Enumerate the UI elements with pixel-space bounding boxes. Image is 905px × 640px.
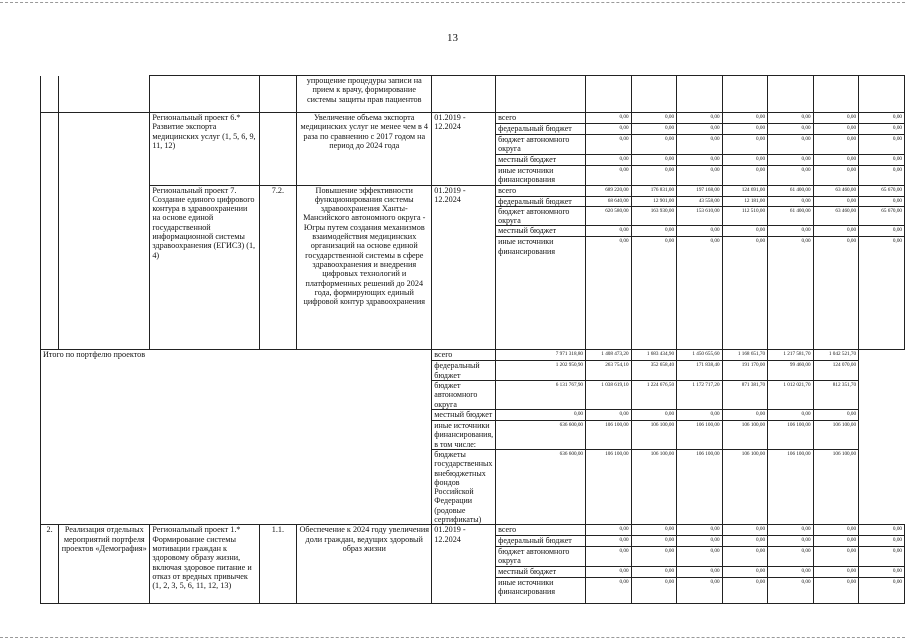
- amount-cell: 812 351,70: [813, 381, 859, 410]
- amount-cell: 0,00: [631, 165, 677, 185]
- amount-cell: 0,00: [859, 525, 905, 536]
- amount-cell: 12 901,00: [631, 196, 677, 206]
- amount-cell: 0,00: [859, 113, 905, 124]
- source-cell: всего: [496, 113, 586, 124]
- source-cell: местный бюджет: [496, 566, 586, 577]
- amount-cell: 0,00: [677, 165, 723, 185]
- amount-cell: 0,00: [813, 237, 859, 350]
- amount-cell: [677, 76, 723, 113]
- amount-cell: 0,00: [813, 154, 859, 165]
- scan-edge-bottom: [0, 637, 905, 638]
- table-row: [41, 525, 905, 536]
- source-cell: иные источники финансирования, в том числе:: [432, 420, 496, 449]
- source-cell: иные источники финансирования: [496, 165, 586, 185]
- number-cell: [41, 76, 59, 113]
- amount-cell: 1 012 021,70: [768, 381, 814, 410]
- amount-cell: 0,00: [859, 237, 905, 350]
- amount-cell: 352 658,40: [631, 361, 677, 381]
- event-cell: упрощение процедуры записи на прием к врачу, формирование системы защиты прав пациентов: [297, 76, 432, 113]
- amount-cell: 0,00: [722, 135, 768, 155]
- amount-cell: 43 558,00: [677, 196, 723, 206]
- source-cell: всего: [496, 185, 586, 196]
- source-cell: местный бюджет: [496, 226, 586, 237]
- amount-cell: 1 042 521,70: [813, 350, 859, 361]
- amount-cell: 0,00: [859, 546, 905, 566]
- amount-cell: 163 930,00: [631, 206, 677, 226]
- event-cell: Увеличение объема экспорта медицинских услуг не менее чем в 4 раза по сравнению с 2017 годом на период до 2024 года: [297, 113, 432, 186]
- amount-cell: 0,00: [768, 566, 814, 577]
- amount-cell: 0,00: [586, 165, 632, 185]
- period-cell: 01.2019 - 12.2024: [432, 113, 496, 186]
- source-cell: федеральный бюджет: [432, 361, 496, 381]
- program-table-body: [41, 76, 905, 604]
- amount-cell: 106 100,00: [768, 449, 814, 524]
- amount-cell: 0,00: [677, 154, 723, 165]
- amount-cell: 1 168 651,70: [722, 350, 768, 361]
- amount-cell: 1 683 434,90: [631, 350, 677, 361]
- section-number: 2.: [41, 525, 59, 603]
- amount-cell: 1 172 717,20: [677, 381, 723, 410]
- amount-cell: 0,00: [768, 124, 814, 135]
- source-cell: бюджет автономного округа: [496, 135, 586, 155]
- amount-cell: 1 450 655,60: [677, 350, 723, 361]
- amount-cell: 0,00: [677, 566, 723, 577]
- amount-cell: 68 640,00: [586, 196, 632, 206]
- amount-cell: 61 400,00: [768, 206, 814, 226]
- amount-cell: 0,00: [859, 154, 905, 165]
- amount-cell: 0,00: [677, 226, 723, 237]
- amount-cell: 65 670,00: [859, 185, 905, 196]
- amount-cell: 0,00: [813, 566, 859, 577]
- amount-cell: [586, 76, 632, 113]
- amount-cell: 153 610,00: [677, 206, 723, 226]
- amount-cell: 0,00: [768, 525, 814, 536]
- source-cell: федеральный бюджет: [496, 196, 586, 206]
- amount-cell: [722, 76, 768, 113]
- amount-cell: 0,00: [496, 409, 586, 420]
- amount-cell: 0,00: [631, 154, 677, 165]
- amount-cell: 0,00: [768, 113, 814, 124]
- amount-cell: 0,00: [722, 546, 768, 566]
- source-cell: [496, 76, 586, 113]
- amount-cell: 0,00: [859, 124, 905, 135]
- amount-cell: 0,00: [631, 409, 677, 420]
- amount-cell: 0,00: [586, 409, 632, 420]
- amount-cell: 176 831,00: [631, 185, 677, 196]
- amount-cell: 106 100,00: [631, 449, 677, 524]
- amount-cell: 106 100,00: [768, 420, 814, 449]
- amount-cell: 0,00: [677, 577, 723, 603]
- amount-cell: 0,00: [722, 237, 768, 350]
- amount-cell: 106 100,00: [813, 449, 859, 524]
- amount-cell: 636 600,00: [496, 449, 586, 524]
- amount-cell: 0,00: [813, 226, 859, 237]
- amount-cell: 0,00: [722, 113, 768, 124]
- amount-cell: 0,00: [813, 113, 859, 124]
- amount-cell: 0,00: [677, 124, 723, 135]
- amount-cell: 0,00: [768, 546, 814, 566]
- amount-cell: 124 691,00: [722, 185, 768, 196]
- amount-cell: 0,00: [677, 546, 723, 566]
- amount-cell: 0,00: [677, 409, 723, 420]
- amount-cell: 0,00: [813, 165, 859, 185]
- amount-cell: 0,00: [813, 124, 859, 135]
- scan-edge-top: [0, 2, 905, 3]
- source-cell: всего: [496, 525, 586, 536]
- source-cell: федеральный бюджет: [496, 124, 586, 135]
- amount-cell: 0,00: [677, 525, 723, 536]
- amount-cell: 0,00: [768, 196, 814, 206]
- amount-cell: 263 754,10: [586, 361, 632, 381]
- event-cell: Обеспечение к 2024 году увеличения доли граждан, ведущих здоровый образ жизни: [297, 525, 432, 603]
- amount-cell: 0,00: [586, 113, 632, 124]
- amount-cell: 0,00: [859, 577, 905, 603]
- amount-cell: [768, 76, 814, 113]
- amount-cell: 0,00: [631, 546, 677, 566]
- amount-cell: 0,00: [813, 409, 859, 420]
- amount-cell: 0,00: [631, 113, 677, 124]
- amount-cell: 0,00: [813, 525, 859, 536]
- amount-cell: 63 460,00: [813, 206, 859, 226]
- project-cell: [150, 76, 259, 113]
- amount-cell: 0,00: [586, 525, 632, 536]
- code-cell: 1.1.: [259, 525, 297, 603]
- amount-cell: [813, 76, 859, 113]
- amount-cell: 61 400,00: [768, 185, 814, 196]
- table-row: [41, 113, 905, 124]
- portfolio-cell: [59, 113, 150, 350]
- project-cell: Региональный проект 6.* Развитие экспорта медицинских услуг (1, 5, 6, 9, 11, 12): [150, 113, 259, 186]
- amount-cell: 106 100,00: [677, 420, 723, 449]
- number-cell: [41, 113, 59, 350]
- amount-cell: 0,00: [813, 135, 859, 155]
- amount-cell: 0,00: [722, 577, 768, 603]
- source-cell: местный бюджет: [432, 409, 496, 420]
- amount-cell: 0,00: [722, 124, 768, 135]
- period-cell: 01.2019 - 12.2024: [432, 525, 496, 603]
- amount-cell: 0,00: [586, 154, 632, 165]
- amount-cell: 871 381,70: [722, 381, 768, 410]
- amount-cell: 0,00: [586, 124, 632, 135]
- project-cell: Региональный проект 7. Создание единого цифрового контура в здравоохранении на основе единой государственной информационной системы здравоохранения (ЕГИСЗ) (1, 4): [150, 185, 259, 350]
- amount-cell: 197 168,00: [677, 185, 723, 196]
- code-cell: [259, 76, 297, 113]
- table-row: [41, 185, 905, 196]
- portfolio-total-label: Итого по портфелю проектов: [41, 350, 432, 525]
- amount-cell: 0,00: [631, 226, 677, 237]
- amount-cell: 689 220,00: [586, 185, 632, 196]
- amount-cell: 112 510,00: [722, 206, 768, 226]
- table-row: [41, 350, 905, 361]
- amount-cell: 0,00: [722, 226, 768, 237]
- amount-cell: 12 181,00: [722, 196, 768, 206]
- amount-cell: 0,00: [677, 113, 723, 124]
- amount-cell: 106 100,00: [677, 449, 723, 524]
- amount-cell: 0,00: [722, 536, 768, 546]
- amount-cell: 65 670,00: [859, 206, 905, 226]
- amount-cell: 0,00: [631, 525, 677, 536]
- amount-cell: 106 100,00: [722, 449, 768, 524]
- amount-cell: 0,00: [768, 165, 814, 185]
- amount-cell: 0,00: [586, 536, 632, 546]
- amount-cell: 0,00: [859, 226, 905, 237]
- amount-cell: 0,00: [631, 124, 677, 135]
- source-cell: бюджет автономного округа: [496, 546, 586, 566]
- source-cell: иные источники финансирования: [496, 577, 586, 603]
- amount-cell: 0,00: [722, 525, 768, 536]
- amount-cell: 191 170,00: [722, 361, 768, 381]
- portfolio-cell: Реализация отдельных мероприятий портфеля проектов «Демография»: [59, 525, 150, 603]
- amount-cell: 0,00: [631, 577, 677, 603]
- amount-cell: 1 038 619,10: [586, 381, 632, 410]
- amount-cell: 0,00: [631, 135, 677, 155]
- page-number: 13: [447, 32, 458, 44]
- amount-cell: 106 100,00: [586, 449, 632, 524]
- amount-cell: 7 971 318,80: [496, 350, 586, 361]
- amount-cell: 0,00: [586, 577, 632, 603]
- amount-cell: 124 070,00: [813, 361, 859, 381]
- source-cell: бюджет автономного округа: [432, 381, 496, 410]
- portfolio-cell: [59, 76, 150, 113]
- amount-cell: 106 100,00: [722, 420, 768, 449]
- amount-cell: 0,00: [813, 546, 859, 566]
- amount-cell: 0,00: [859, 135, 905, 155]
- amount-cell: 0,00: [768, 154, 814, 165]
- amount-cell: 0,00: [722, 154, 768, 165]
- amount-cell: 0,00: [859, 536, 905, 546]
- project-cell: Региональный проект 1.* Формирование системы мотивации граждан к здоровому образу жизни, включая здоровое питание и отказ от вредных привычек (1, 2, 3, 5, 6, 11, 12, 13): [150, 525, 259, 603]
- amount-cell: 0,00: [768, 237, 814, 350]
- amount-cell: 0,00: [586, 135, 632, 155]
- amount-cell: 0,00: [813, 196, 859, 206]
- amount-cell: 0,00: [631, 566, 677, 577]
- amount-cell: 0,00: [768, 536, 814, 546]
- source-cell: местный бюджет: [496, 154, 586, 165]
- program-table: [40, 75, 905, 604]
- amount-cell: 1 224 676,50: [631, 381, 677, 410]
- source-cell: федеральный бюджет: [496, 536, 586, 546]
- amount-cell: 0,00: [859, 566, 905, 577]
- amount-cell: 0,00: [768, 409, 814, 420]
- amount-cell: 0,00: [722, 566, 768, 577]
- period-cell: 01.2019 - 12.2024: [432, 185, 496, 350]
- amount-cell: 0,00: [586, 566, 632, 577]
- source-cell: бюджет автономного округа: [496, 206, 586, 226]
- amount-cell: 171 838,40: [677, 361, 723, 381]
- amount-cell: 6 131 767,90: [496, 381, 586, 410]
- amount-cell: 1 408 473,20: [586, 350, 632, 361]
- amount-cell: 636 600,00: [496, 420, 586, 449]
- source-cell: всего: [432, 350, 496, 361]
- amount-cell: 1 202 950,90: [496, 361, 586, 381]
- code-cell: 7.2.: [259, 185, 297, 350]
- amount-cell: 0,00: [813, 577, 859, 603]
- amount-cell: 0,00: [768, 577, 814, 603]
- amount-cell: 0,00: [722, 165, 768, 185]
- amount-cell: 63 460,00: [813, 185, 859, 196]
- amount-cell: 0,00: [768, 226, 814, 237]
- amount-cell: 0,00: [677, 237, 723, 350]
- source-cell: бюджеты государственных внебюджетных фондов Российской Федерации (родовые сертификаты): [432, 449, 496, 524]
- amount-cell: 1 217 581,70: [768, 350, 814, 361]
- source-cell: иные источники финансирования: [496, 237, 586, 350]
- amount-cell: 0,00: [859, 196, 905, 206]
- amount-cell: 106 100,00: [813, 420, 859, 449]
- amount-cell: 0,00: [813, 536, 859, 546]
- amount-cell: [631, 76, 677, 113]
- amount-cell: 620 580,00: [586, 206, 632, 226]
- amount-cell: 106 100,00: [586, 420, 632, 449]
- amount-cell: 0,00: [586, 226, 632, 237]
- amount-cell: 0,00: [677, 135, 723, 155]
- amount-cell: 0,00: [677, 536, 723, 546]
- amount-cell: 0,00: [768, 135, 814, 155]
- amount-cell: 0,00: [586, 546, 632, 566]
- period-cell: [432, 76, 496, 113]
- table-row: [41, 76, 905, 113]
- amount-cell: 0,00: [631, 536, 677, 546]
- amount-cell: 0,00: [859, 165, 905, 185]
- amount-cell: 0,00: [631, 237, 677, 350]
- amount-cell: 99 460,00: [768, 361, 814, 381]
- amount-cell: 0,00: [586, 237, 632, 350]
- amount-cell: [859, 76, 905, 113]
- event-cell: Повышение эффективности функционирования системы здравоохранения Ханты-Мансийского автономного округа - Югры путем создания механизмов взаимодействия медицинских организаций на основе единой государственной системы в сфере здравоохранения и внедрения цифровых технологий и платформенных решений до 2024 года, формирующих единый цифровой контур здравоохранения: [297, 185, 432, 350]
- amount-cell: 0,00: [722, 409, 768, 420]
- code-cell: [259, 113, 297, 186]
- amount-cell: 106 100,00: [631, 420, 677, 449]
